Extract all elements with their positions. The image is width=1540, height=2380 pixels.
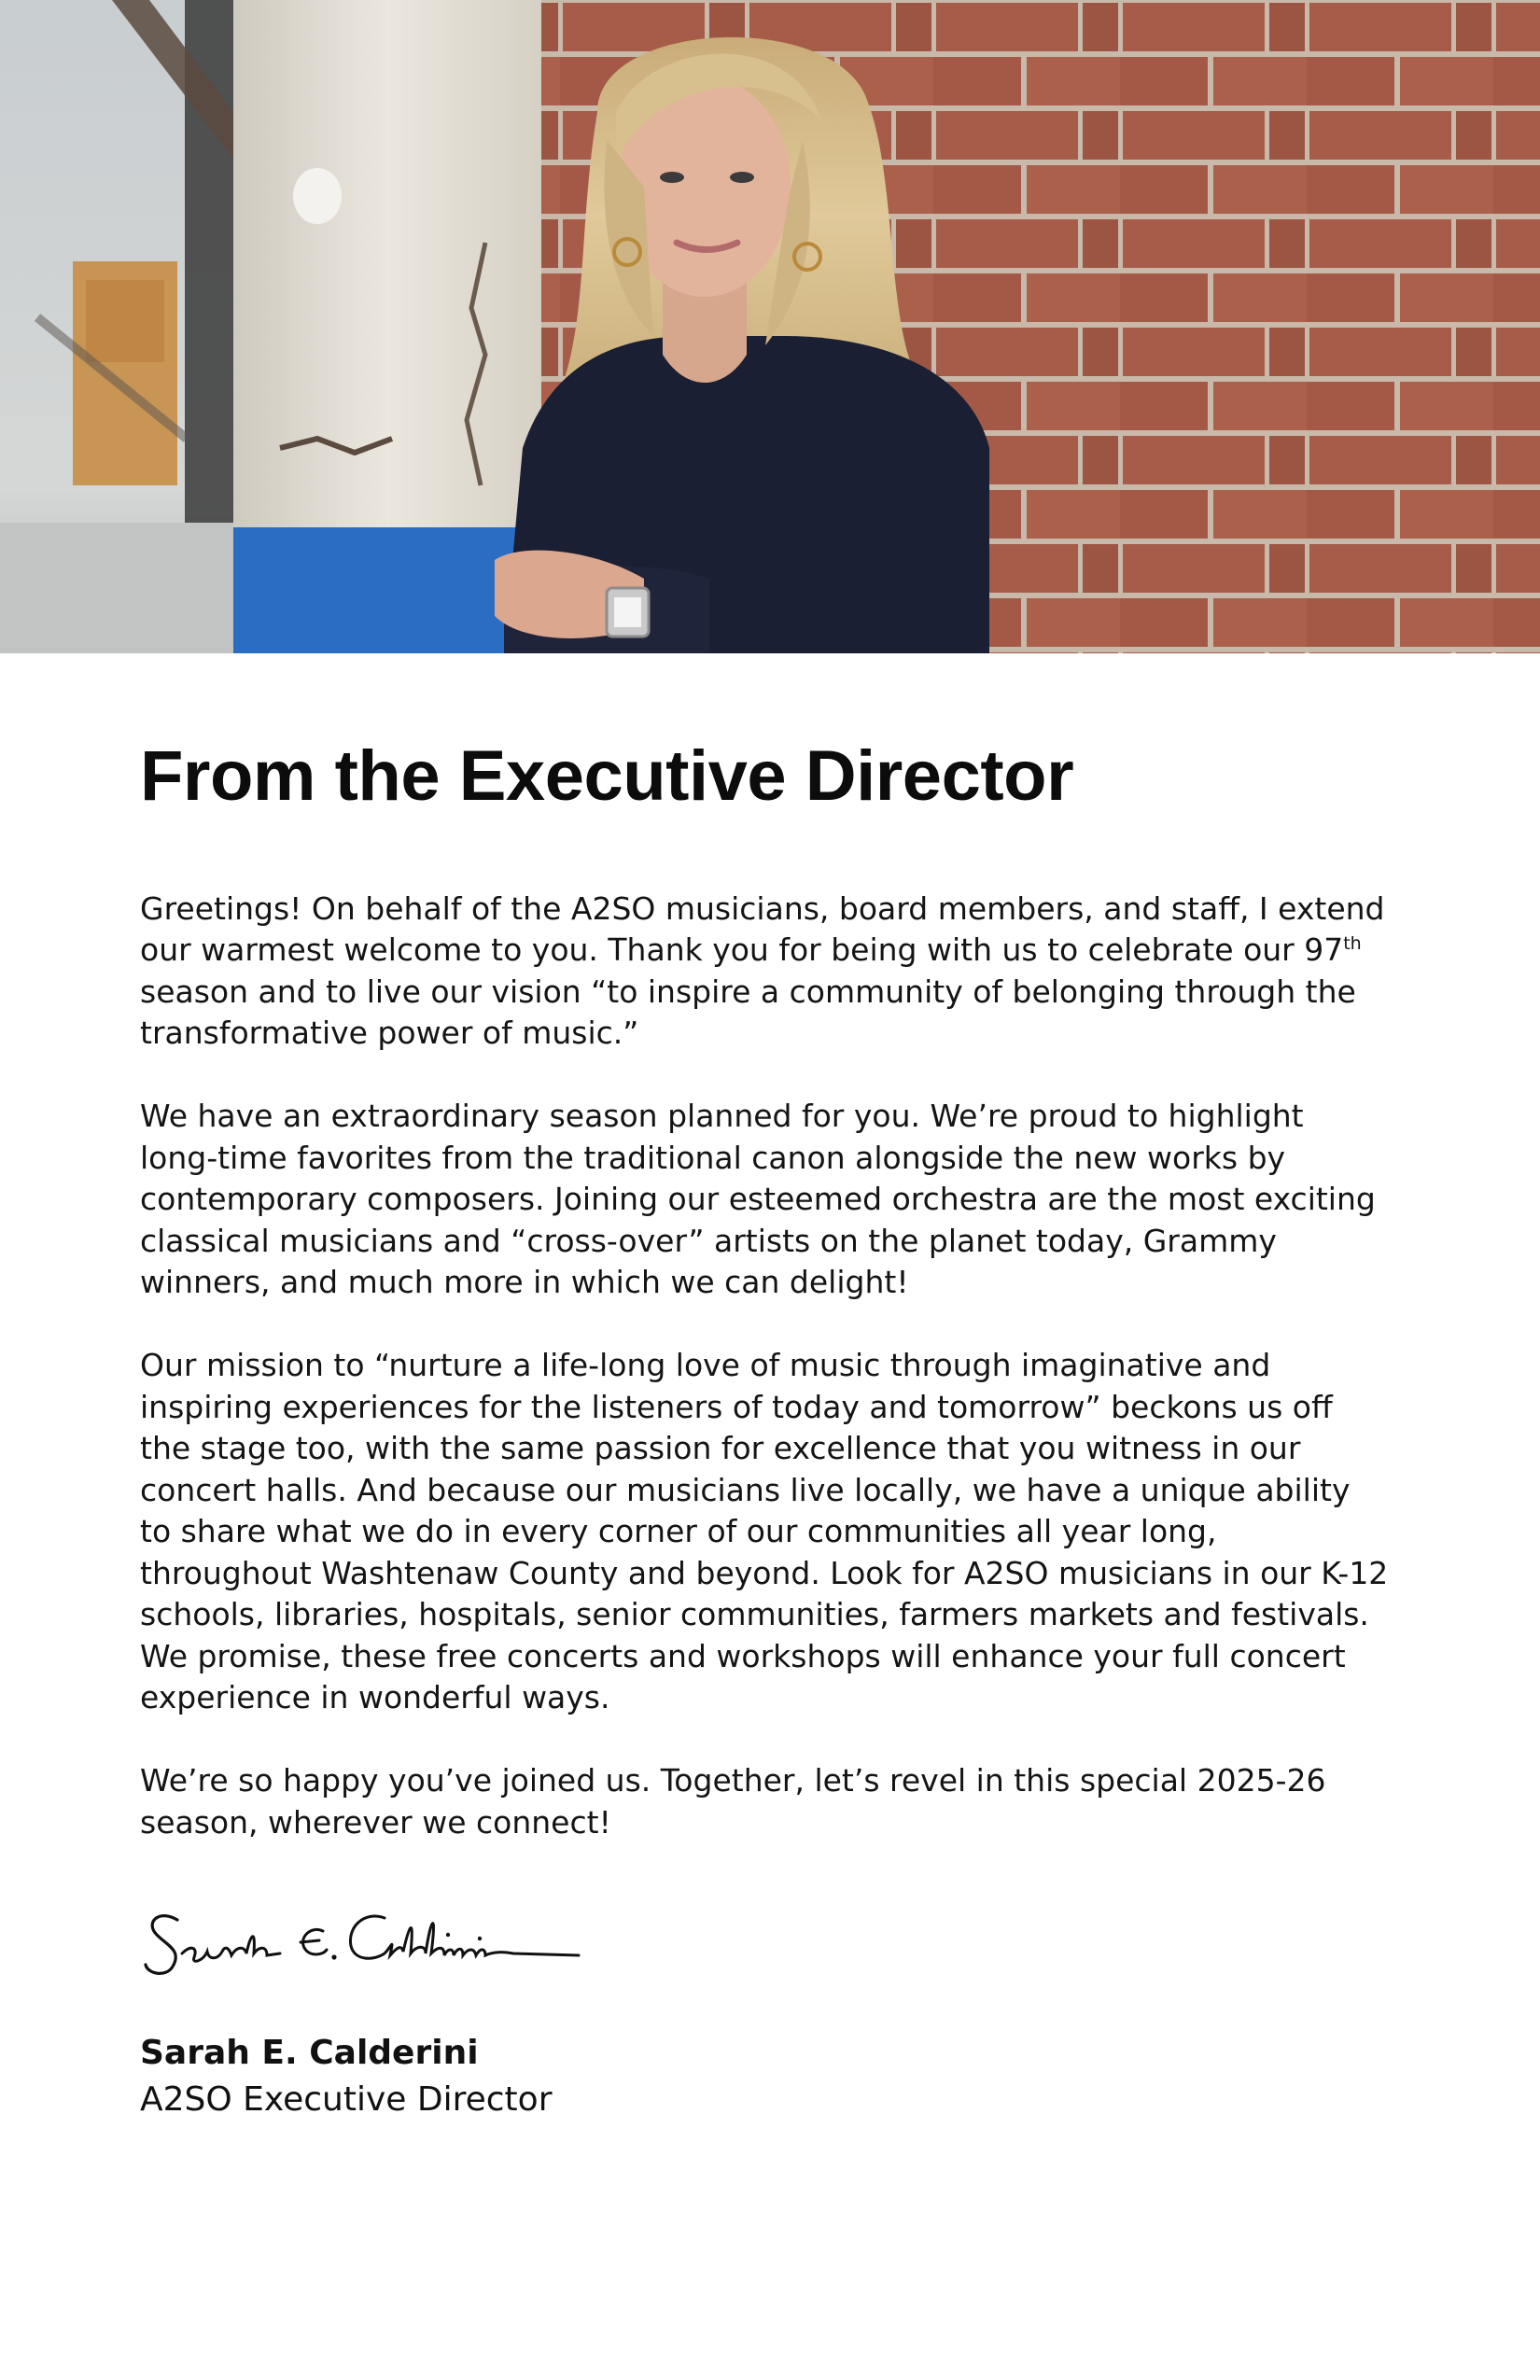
portrait-photo [0,0,1540,653]
page-title: From the Executive Director [140,736,1074,816]
signer-title: A2SO Executive Director [140,2080,553,2119]
paragraph-mission: Our mission to “nurture a life-long love of music through imaginative and inspiring experiences for the listeners of today and tomorrow” beckons us off the stage too, with the same passion for excellence that you witness in our concert halls. And because our musicians live locally, we have a unique ability to share what we do in every corner of our communities all year long, throughout Washtenaw County and beyond. Look for A2SO musicians in our K-12 schools, libraries, hospitals, senior communities, farmers markets and festivals. We promise, these free concerts and workshops will enhance your full concert experience in wonderful ways. [140,1347,1389,1716]
paragraph-season: We have an extraordinary season planned for you. We’re proud to highlight long-time favorites from the traditional canon alongside the new works by contemporary composers. Joining our esteemed orchestra are the most exciting classical musicians and “cross-over” artists on the planet today, Grammy winners, and much more in which we can delight! [140,1098,1376,1301]
paragraph-greeting [140,889,1391,1055]
paragraph-closing: We’re so happy you’ve joined us. Together, let’s revel in this special 2025-26 season, wherever we connect! [140,1762,1326,1841]
handwritten-signature [140,1899,588,1983]
paragraph-greeting-text: Greetings! On behalf of the A2SO musicians, board members, and staff, I extend our warmest welcome to you. Thank you for being with us to celebrate our 97 [140,889,1385,969]
paragraph-greeting-text-end: season and to live our vision “to inspire a community of belonging through the transformative power of music.” [140,973,1356,1052]
ordinal-suffix: th [1343,933,1362,955]
letter-body [140,737,1391,1885]
signer-name: Sarah E. Calderini [140,2034,479,2072]
hero-photo [0,0,1540,653]
